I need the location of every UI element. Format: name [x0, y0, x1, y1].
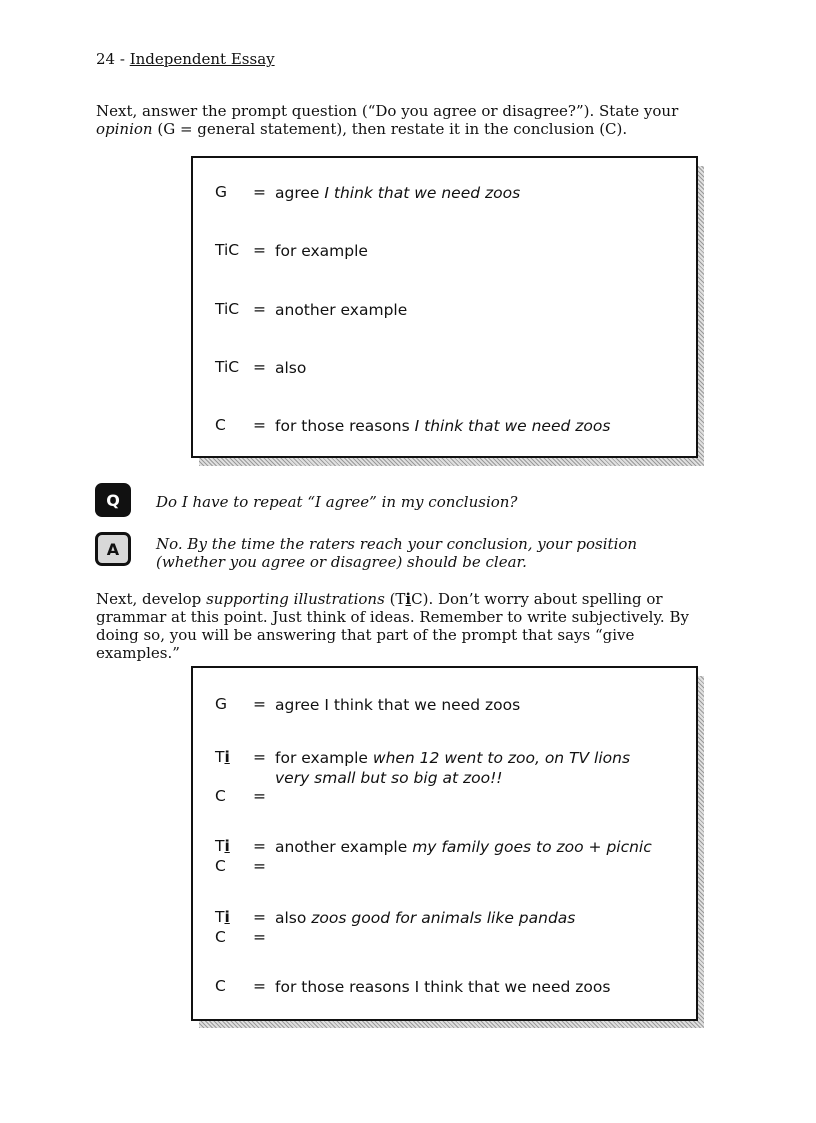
row-equals: = — [253, 787, 266, 805]
row-label: C — [215, 787, 226, 805]
row-italic-text: my family goes to zoo + picnic — [412, 838, 652, 856]
develop-text-3: C). Don’t worry about spelling or grammar at this point. Just think of ideas. Remember to write subjectively. By doing so, you will be answering that part of the prompt that says “give examples.” — [96, 590, 689, 662]
row-label: C — [215, 416, 226, 434]
row-label: TiC — [215, 300, 240, 318]
row-label: G — [215, 183, 228, 201]
row-italic-text: when 12 went to zoo, on TV lions — [372, 749, 631, 767]
row-label-t: T — [215, 748, 225, 766]
answer-icon: A — [95, 532, 131, 566]
develop-text-2: (T — [384, 590, 406, 608]
section-title: Independent Essay — [129, 50, 275, 68]
row-text: for example — [275, 242, 368, 260]
row-italic-text-2: very small but so big at zoo!! — [275, 769, 503, 787]
row-label: TiC — [215, 241, 240, 259]
row-equals: = — [253, 928, 266, 946]
row-label-i: i — [224, 837, 230, 855]
row-italic-text: zoos good for animals like pandas — [311, 909, 576, 927]
row-text: also — [275, 359, 307, 377]
row-text: also — [275, 909, 312, 927]
row-text: for those reasons — [275, 417, 415, 435]
row-text: agree I think that we need zoos — [275, 696, 521, 714]
intro-opinion: opinion — [96, 120, 153, 138]
row-equals: = — [253, 358, 266, 376]
develop-i-letter: i — [405, 590, 412, 608]
row-label: C — [215, 857, 226, 875]
develop-supporting: supporting illustrations — [206, 590, 385, 608]
row-equals: = — [253, 241, 266, 259]
row-text: agree — [275, 184, 325, 202]
intro-text: Next, answer the prompt question (“Do you agree or disagree?”). State your — [96, 102, 679, 120]
row-label: C — [215, 928, 226, 946]
row-italic-text: I think that we need zoos — [414, 417, 611, 435]
row-equals: = — [253, 183, 266, 201]
question-text: Do I have to repeat “I agree” in my conclusion? — [156, 493, 518, 511]
row-label-t: T — [215, 908, 225, 926]
row-label: C — [215, 977, 226, 995]
develop-paragraph — [96, 590, 706, 662]
row-label-t: T — [215, 837, 225, 855]
row-text: another example — [275, 838, 413, 856]
question-icon: Q — [95, 483, 131, 517]
row-text: another example — [275, 301, 408, 319]
page-header — [96, 50, 275, 68]
row-equals: = — [253, 908, 266, 926]
row-equals: = — [253, 748, 266, 766]
row-equals: = — [253, 857, 266, 875]
row-label: TiC — [215, 358, 240, 376]
row-equals: = — [253, 695, 266, 713]
intro-paragraph — [96, 102, 706, 138]
develop-text: Next, develop — [96, 590, 207, 608]
row-equals: = — [253, 416, 266, 434]
row-italic-text: I think that we need zoos — [324, 184, 521, 202]
outline-box-2 — [191, 666, 698, 1021]
row-equals: = — [253, 977, 266, 995]
row-label: G — [215, 695, 228, 713]
intro-text-end: (G = general statement), then restate it in the conclusion (C). — [152, 120, 628, 138]
row-text: for those reasons I think that we need zoos — [275, 978, 611, 996]
row-label-i: i — [224, 748, 230, 766]
row-equals: = — [253, 300, 266, 318]
row-equals: = — [253, 837, 266, 855]
row-text: for example — [275, 749, 373, 767]
outline-box-1 — [191, 156, 698, 458]
row-label-i: i — [224, 908, 230, 926]
answer-text: No. By the time the raters reach your conclusion, your position (whether you agree or disagree) should be clear. — [156, 535, 638, 571]
page-number: 24 - — [96, 50, 130, 68]
